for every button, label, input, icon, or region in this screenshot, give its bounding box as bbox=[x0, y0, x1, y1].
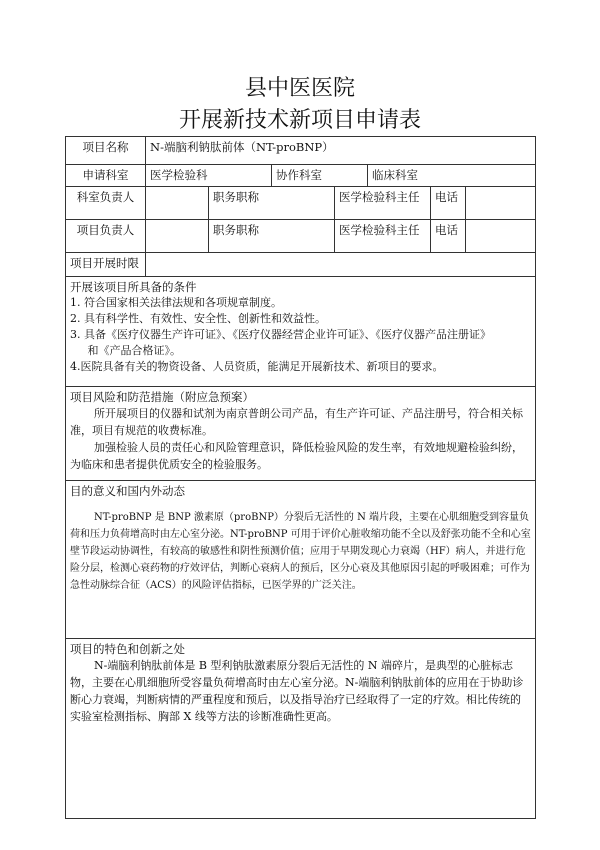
phone-label-2: 电话 bbox=[431, 220, 466, 253]
coop-dept-value: 临床科室 bbox=[368, 165, 536, 187]
duration-value bbox=[146, 253, 536, 277]
title-value-1: 医学检验科主任 bbox=[335, 187, 431, 220]
phone-label-1: 电话 bbox=[431, 187, 466, 220]
condition-item: 1. 符合国家相关法律法规和各项规章制度。 bbox=[70, 296, 282, 309]
condition-item: 和《产品合格证》。 bbox=[70, 344, 181, 357]
hospital-name: 县中医医院 bbox=[244, 76, 355, 101]
title-value-2: 医学检验科主任 bbox=[335, 220, 431, 253]
conditions-title: 开展该项目所具备的条件 bbox=[70, 280, 197, 294]
condition-item: 2. 具有科学性、有效性、安全性、创新性和效益性。 bbox=[70, 312, 326, 325]
purpose-section bbox=[66, 481, 536, 639]
purpose-paragraph: NT-proBNP 是 BNP 激素原（proBNP）分裂后无活性的 N 端片段，主要在心肌细胞受到容量负荷和压力负荷增高时由左心室分泌。NT-proBNP 可用于评价心脏收缩功能不全以及舒张功能不全和心室壁节段运动协调性，有较高的敏感性和阴性预测价值；应用于早期发现心力衰竭（HF）病人，并进行危险分层，检测心衰药物的疗效评估，判断心衰病人的预后，区分心衰及其他原因引起的呼吸困难；可作为急性动脉综合征（ACS）的风险评估指标，已医学界的广泛关注。 bbox=[70, 512, 531, 591]
features-paragraph: N-端脑利钠肽前体是 B 型利钠肽激素原分裂后无活性的 N 端碎片，是典型的心脏标志物，主要在心肌细胞所受容量负荷增高时由左心室分泌。N-端脑利钠肽前体的应用在于协助诊断心力衰竭，判断病情的严重程度和预后，以及指导治疗已经取得了一定的疗效。相比传统的实验室检测指标、胸部 X 线等方法的诊断准确性更高。 bbox=[70, 659, 524, 723]
phone-value-1 bbox=[466, 187, 536, 220]
features-section bbox=[66, 639, 536, 819]
project-name-value: N-端脑利钠肽前体（NT-proBNP） bbox=[146, 137, 536, 165]
risk-paragraph: 加强检验人员的责任心和风险管理意识，降低检验风险的发生率，有效地规避检验纠纷，为临床和患者提供优质安全的检验服务。 bbox=[70, 441, 523, 471]
conditions-section bbox=[66, 277, 536, 387]
project-head-label: 项目负责人 bbox=[66, 220, 146, 253]
apply-dept-value: 医学检验科 bbox=[146, 165, 272, 187]
coop-dept-label: 协作科室 bbox=[272, 165, 368, 187]
risk-paragraph: 所开展项目的仪器和试剂为南京普朗公司产品，有生产许可证、产品注册号，符合相关标准，项目有规范的收费标准。 bbox=[70, 407, 523, 437]
purpose-title: 目的意义和国内外动态 bbox=[70, 484, 185, 498]
title-label-2: 职务职称 bbox=[209, 220, 335, 253]
duration-label: 项目开展时限 bbox=[66, 253, 146, 277]
condition-item: 3. 具备《医疗仪器生产许可证》、《医疗仪器经营企业许可证》、《医疗仪器产品注册证》 bbox=[70, 328, 491, 341]
risk-title: 项目风险和防范措施（附应急预案） bbox=[70, 390, 254, 404]
title-label-1: 职务职称 bbox=[209, 187, 335, 220]
apply-dept-label: 申请科室 bbox=[66, 165, 146, 187]
application-form bbox=[65, 136, 536, 819]
project-head-value bbox=[146, 220, 209, 253]
project-name-label: 项目名称 bbox=[66, 137, 146, 165]
dept-head-label: 科室负责人 bbox=[66, 187, 146, 220]
form-title: 开展新技术新项目申请表 bbox=[178, 108, 421, 133]
dept-head-value bbox=[146, 187, 209, 220]
condition-item: 4.医院具备有关的物资设备、人员资质，能满足开展新技术、新项目的要求。 bbox=[70, 360, 444, 373]
risk-section bbox=[66, 387, 536, 481]
phone-value-2 bbox=[466, 220, 536, 253]
features-title: 项目的特色和创新之处 bbox=[70, 642, 185, 656]
